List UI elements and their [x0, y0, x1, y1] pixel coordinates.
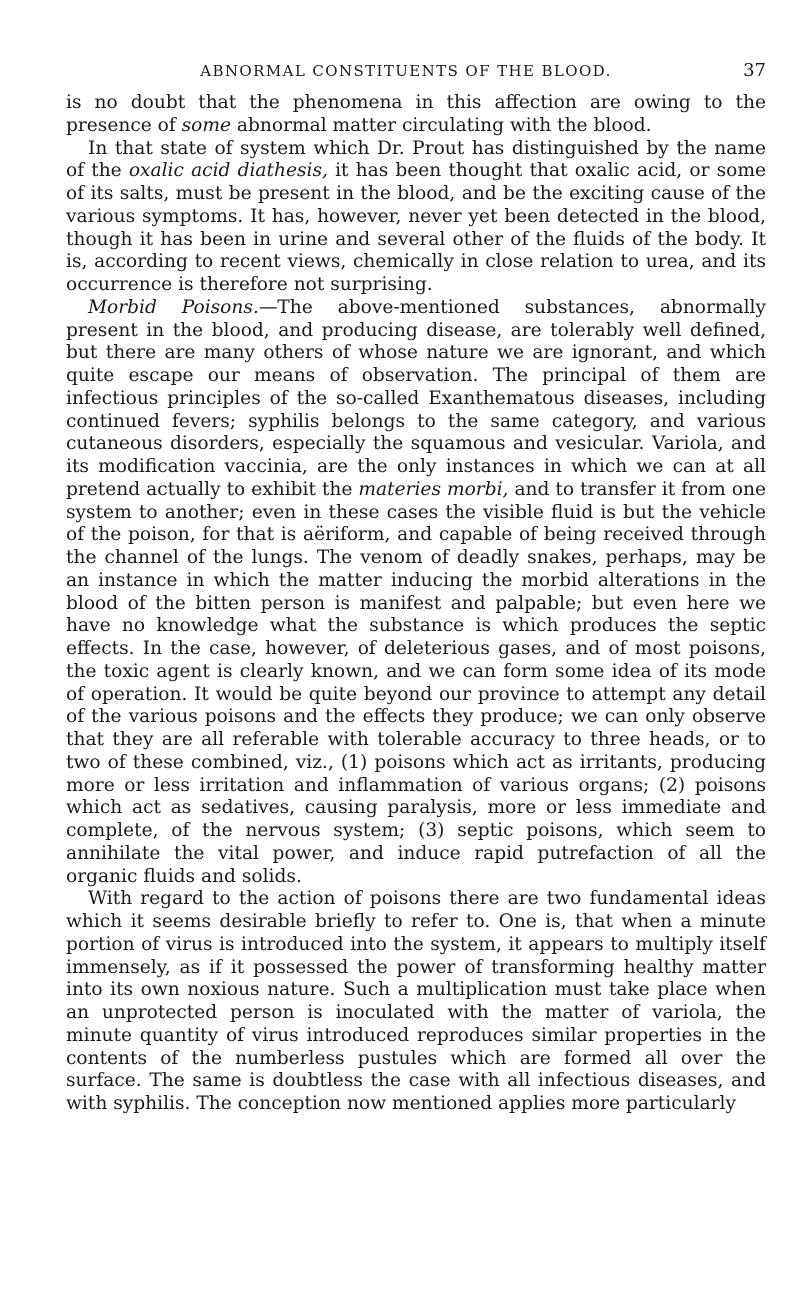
paragraph-text: With regard to the action of poisons there are two fundamental ideas which it seems desirable briefly to refer to. One is, that when a minute portion of virus is introduced into the system, it appears to multiply itself immensely, as if it possessed the power of transforming healthy matter into its own noxious nature. Such a multiplication must take place when an unprotected person is inoculated with the matter of variola, the minute quantity of virus introduced reproduces similar properties in the contents of the numberless pustules which are formed all over the surface. The same is doubtless the case with all infectious diseases, and with syphilis. The conception now mentioned applies more particularly — [66, 888, 766, 1114]
page-number: 37 — [743, 60, 766, 81]
italic-term: oxalic acid diathesis, — [128, 160, 328, 182]
paragraph-text: —The above-mentioned substances, abnormally present in the blood, and producing disease, are tolerably well defined, but there are many others of whose nature we are ignorant, and which quite escape our means of observation. The principal of them are infectious principles of the so-called Exanthematous diseases, including continued fevers; syphilis belongs to the same category, and various cutaneous disorders, especially the squamous and vesicular. Variola, and its modification vaccinia, are the only instances in which we can at all pretend actually to exhibit the — [66, 296, 766, 500]
paragraph-4 — [66, 888, 766, 1116]
paragraph-3 — [66, 297, 766, 889]
paragraph-1 — [66, 92, 766, 138]
italic-term: materies morbi, — [358, 478, 509, 500]
paragraph-text: In that state of system which Dr. Prout has distinguished by the name of the — [66, 137, 766, 182]
paragraph-text: it has been thought that oxalic acid, or some of its salts, must be present in the blood, and be the exciting cause of the various symptoms. It has, however, never yet been detected in the blood, though it has been in urine and several other of the fluids of the body. It is, according to recent views, chemically in close relation to urea, and its occurrence is therefore not surprising. — [66, 160, 766, 295]
paragraph-2 — [66, 138, 766, 297]
paragraph-text: is no doubt that the phenomena in this affection are owing to the presence of — [66, 92, 766, 136]
running-head — [66, 60, 766, 86]
italic-term: some — [181, 114, 232, 136]
paragraph-text: and to transfer it from one system to another; even in these cases the visible fluid is but the vehicle of the poison, for that is aëriform, and capable of being received through the channel of the lungs. The venom of deadly snakes, perhaps, may be an instance in which the matter inducing the morbid alterations in the blood of the bitten person is manifest and palpable; but even here we have no knowledge what the substance is which produces the septic effects. In the case, however, of deleterious gases, and of most poisons, the toxic agent is clearly known, and we can form some idea of its mode of operation. It would be quite beyond our province to attempt any detail of the various poisons and the effects they produce; we can only observe that they are all referable with tolerable accuracy to three heads, or to two of these combined, viz., (1) poisons which act as irritants, producing more or less irritation and inflammation of various organs; (2) poisons which act as sedatives, causing paralysis, more or less immediate and complete, of the nervous system; (3) septic poisons, which seem to annihilate the vital power, and induce rapid putrefaction of all the organic fluids and solids. — [66, 478, 766, 887]
section-heading: Morbid Poisons. — [88, 296, 259, 318]
running-title: ABNORMAL CONSTITUENTS OF THE BLOOD. — [200, 62, 612, 80]
body-text — [66, 92, 766, 1116]
paragraph-text: abnormal matter circulating with the blood. — [231, 114, 652, 136]
